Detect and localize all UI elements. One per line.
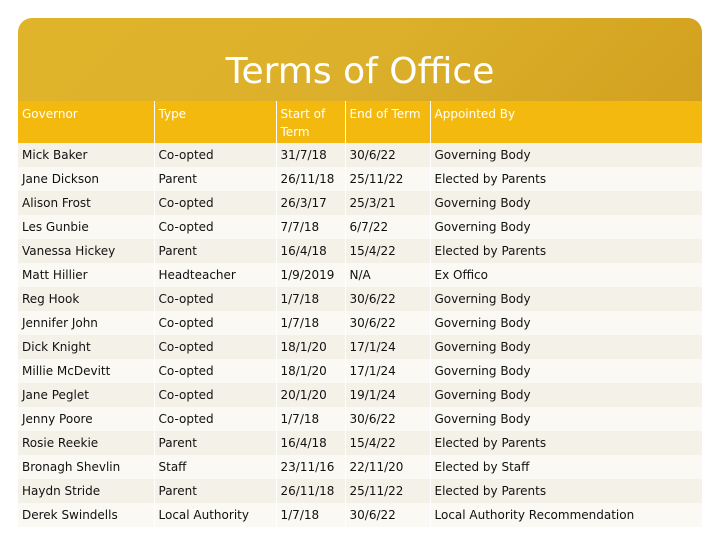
cell-type: Co-opted [154, 335, 276, 359]
cell-end-of-term: 19/1/24 [345, 383, 430, 407]
cell-end-of-term: 15/4/22 [345, 431, 430, 455]
cell-start-of-term: 1/9/2019 [276, 263, 345, 287]
cell-appointed-by: Elected by Parents [430, 479, 702, 503]
cell-governor: Matt Hillier [18, 263, 154, 287]
cell-governor: Vanessa Hickey [18, 239, 154, 263]
cell-appointed-by: Governing Body [430, 335, 702, 359]
cell-governor: Jane Peglet [18, 383, 154, 407]
cell-type: Co-opted [154, 359, 276, 383]
table-row [18, 263, 702, 287]
cell-type: Co-opted [154, 287, 276, 311]
cell-type: Headteacher [154, 263, 276, 287]
cell-end-of-term: 22/11/20 [345, 455, 430, 479]
cell-start-of-term: 26/11/18 [276, 479, 345, 503]
cell-appointed-by: Ex Offico [430, 263, 702, 287]
cell-appointed-by: Elected by Staff [430, 455, 702, 479]
cell-end-of-term: 6/7/22 [345, 215, 430, 239]
cell-start-of-term: 20/1/20 [276, 383, 345, 407]
cell-start-of-term: 1/7/18 [276, 503, 345, 527]
cell-end-of-term: 30/6/22 [345, 311, 430, 335]
cell-end-of-term: 15/4/22 [345, 239, 430, 263]
cell-appointed-by: Elected by Parents [430, 239, 702, 263]
cell-start-of-term: 16/4/18 [276, 431, 345, 455]
cell-start-of-term: 26/11/18 [276, 167, 345, 191]
cell-end-of-term: 30/6/22 [345, 287, 430, 311]
page-title: Terms of Office [225, 51, 495, 92]
cell-type: Co-opted [154, 383, 276, 407]
cell-start-of-term: 18/1/20 [276, 359, 345, 383]
cell-appointed-by: Elected by Parents [430, 431, 702, 455]
cell-type: Parent [154, 239, 276, 263]
table-row [18, 431, 702, 455]
cell-start-of-term: 1/7/18 [276, 311, 345, 335]
table-row [18, 407, 702, 431]
cell-end-of-term: N/A [345, 263, 430, 287]
cell-appointed-by: Local Authority Recommendation [430, 503, 702, 527]
cell-governor: Mick Baker [18, 143, 154, 167]
cell-start-of-term: 23/11/16 [276, 455, 345, 479]
table-row [18, 503, 702, 527]
cell-start-of-term: 18/1/20 [276, 335, 345, 359]
cell-governor: Alison Frost [18, 191, 154, 215]
cell-appointed-by: Governing Body [430, 191, 702, 215]
cell-end-of-term: 30/6/22 [345, 503, 430, 527]
header-start-of-term: Start of Term [276, 101, 345, 143]
cell-start-of-term: 7/7/18 [276, 215, 345, 239]
cell-governor: Jennifer John [18, 311, 154, 335]
header-appointed-by: Appointed By [430, 101, 702, 143]
cell-start-of-term: 1/7/18 [276, 287, 345, 311]
cell-appointed-by: Governing Body [430, 407, 702, 431]
cell-appointed-by: Governing Body [430, 215, 702, 239]
cell-type: Co-opted [154, 191, 276, 215]
cell-governor: Jane Dickson [18, 167, 154, 191]
cell-governor: Millie McDevitt [18, 359, 154, 383]
table-header-row [18, 101, 702, 143]
cell-type: Parent [154, 167, 276, 191]
title-banner [18, 18, 702, 101]
table-row [18, 167, 702, 191]
header-end-of-term: End of Term [345, 101, 430, 143]
cell-appointed-by: Governing Body [430, 311, 702, 335]
table-row [18, 287, 702, 311]
cell-governor: Rosie Reekie [18, 431, 154, 455]
cell-end-of-term: 30/6/22 [345, 143, 430, 167]
table-row [18, 191, 702, 215]
cell-governor: Les Gunbie [18, 215, 154, 239]
table-row [18, 143, 702, 167]
table-row [18, 215, 702, 239]
cell-start-of-term: 26/3/17 [276, 191, 345, 215]
cell-type: Local Authority [154, 503, 276, 527]
cell-type: Co-opted [154, 215, 276, 239]
cell-start-of-term: 31/7/18 [276, 143, 345, 167]
cell-end-of-term: 25/11/22 [345, 479, 430, 503]
cell-appointed-by: Elected by Parents [430, 167, 702, 191]
header-type: Type [154, 101, 276, 143]
cell-type: Staff [154, 455, 276, 479]
cell-end-of-term: 30/6/22 [345, 407, 430, 431]
table-row [18, 455, 702, 479]
cell-type: Parent [154, 431, 276, 455]
cell-appointed-by: Governing Body [430, 287, 702, 311]
cell-end-of-term: 25/3/21 [345, 191, 430, 215]
table-row [18, 335, 702, 359]
cell-type: Co-opted [154, 311, 276, 335]
cell-governor: Reg Hook [18, 287, 154, 311]
table-row [18, 383, 702, 407]
cell-type: Parent [154, 479, 276, 503]
table-row [18, 239, 702, 263]
cell-start-of-term: 16/4/18 [276, 239, 345, 263]
cell-start-of-term: 1/7/18 [276, 407, 345, 431]
cell-governor: Bronagh Shevlin [18, 455, 154, 479]
cell-governor: Derek Swindells [18, 503, 154, 527]
cell-end-of-term: 17/1/24 [345, 335, 430, 359]
cell-end-of-term: 25/11/22 [345, 167, 430, 191]
cell-type: Co-opted [154, 407, 276, 431]
cell-appointed-by: Governing Body [430, 143, 702, 167]
table-row [18, 311, 702, 335]
header-governor: Governor [18, 101, 154, 143]
cell-governor: Jenny Poore [18, 407, 154, 431]
cell-type: Co-opted [154, 143, 276, 167]
cell-governor: Haydn Stride [18, 479, 154, 503]
cell-appointed-by: Governing Body [430, 359, 702, 383]
table-row [18, 479, 702, 503]
cell-appointed-by: Governing Body [430, 383, 702, 407]
table-body [18, 143, 702, 527]
cell-governor: Dick Knight [18, 335, 154, 359]
cell-end-of-term: 17/1/24 [345, 359, 430, 383]
terms-table [18, 101, 702, 527]
table-row [18, 359, 702, 383]
